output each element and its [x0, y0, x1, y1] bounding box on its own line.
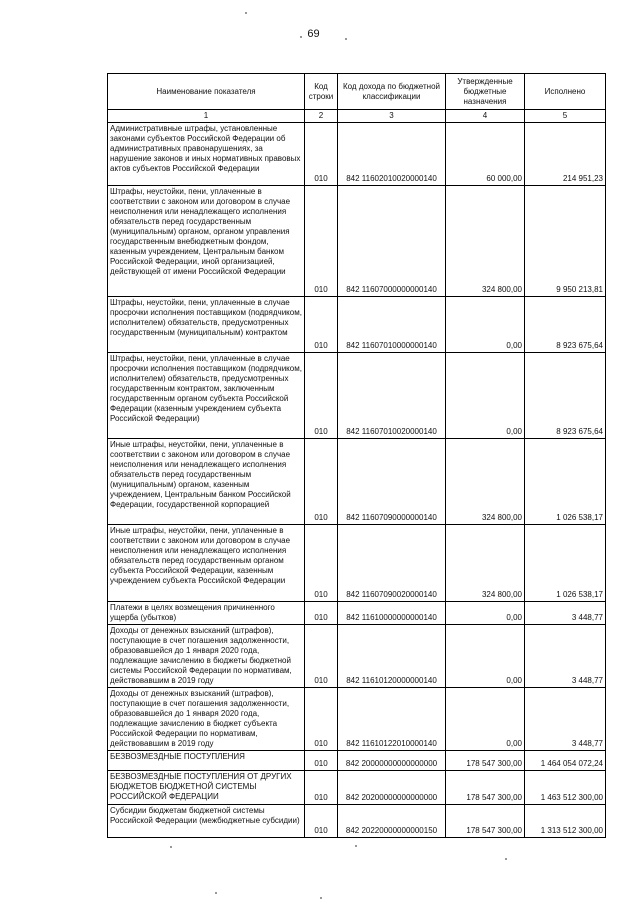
- row-approved: 324 800,00: [446, 525, 525, 602]
- row-name: Иные штрафы, неустойки, пени, уплаченные в соответствии с законом или договором в случае неисполнения или ненадлежащего исполнения обязательств перед государственным органом субъекта Российской Федерации, казенным учреждением субъекта Российской Федерации: [108, 525, 305, 602]
- row-income-code: 842 20000000000000000: [338, 751, 446, 771]
- column-number-row: [108, 110, 606, 123]
- row-executed: 1 463 512 300,00: [525, 771, 606, 805]
- row-approved: 0,00: [446, 602, 525, 625]
- header-approved: Утвержденные бюджетные назначения: [446, 74, 525, 110]
- row-approved: 60 000,00: [446, 123, 525, 186]
- row-approved: 0,00: [446, 625, 525, 688]
- row-name: Иные штрафы, неустойки, пени, уплаченные в соответствии с законом или договором в случае неисполнения или ненадлежащего исполнения обязательств перед государственным (муниципальным) органом, казенным учреждением, Центральным банком Российской Федерации, государственной корпорацией: [108, 439, 305, 525]
- row-executed: 1 026 538,17: [525, 439, 606, 525]
- row-name: Субсидии бюджетам бюджетной системы Российской Федерации (межбюджетные субсидии): [108, 805, 305, 838]
- scan-speck: [215, 892, 217, 894]
- row-line-code: 010: [305, 602, 338, 625]
- row-approved: 324 800,00: [446, 439, 525, 525]
- row-income-code: 842 11607000000000140: [338, 186, 446, 297]
- table-row: [108, 353, 606, 439]
- row-approved: 324 800,00: [446, 186, 525, 297]
- row-executed: 1 464 054 072,24: [525, 751, 606, 771]
- row-income-code: 842 11610122010000140: [338, 688, 446, 751]
- page-number: 69: [307, 28, 320, 40]
- row-income-code: 842 11610120000000140: [338, 625, 446, 688]
- row-name: Платежи в целях возмещения причиненного ущерба (убытков): [108, 602, 305, 625]
- header-line-code: Код строки: [305, 74, 338, 110]
- scan-speck: [345, 38, 347, 40]
- column-number: 1: [108, 110, 305, 123]
- row-name: Административные штрафы, установленные законами субъектов Российской Федерации об административных правонарушениях, за нарушение законов и иных нормативных правовых актов субъектов Российской Федерации: [108, 123, 305, 186]
- row-line-code: 010: [305, 353, 338, 439]
- row-approved: 178 547 300,00: [446, 771, 525, 805]
- scan-speck: [505, 858, 507, 860]
- row-approved: 0,00: [446, 353, 525, 439]
- row-line-code: 010: [305, 525, 338, 602]
- income-report-table: [107, 73, 606, 838]
- scan-speck: [300, 36, 302, 38]
- row-name: Штрафы, неустойки, пени, уплаченные в случае просрочки исполнения поставщиком (подрядчиком, исполнителем) обязательств, предусмотренных государственным контрактом, заключенным государственным органом субъекта Российской Федерации (казенным учреждением субъекта Российской Федерации): [108, 353, 305, 439]
- table-row: [108, 602, 606, 625]
- row-line-code: 010: [305, 186, 338, 297]
- column-number: 3: [338, 110, 446, 123]
- header-name: Наименование показателя: [108, 74, 305, 110]
- row-line-code: 010: [305, 625, 338, 688]
- row-executed: 8 923 675,64: [525, 353, 606, 439]
- row-approved: 0,00: [446, 297, 525, 353]
- column-number: 2: [305, 110, 338, 123]
- header-income-code: Код дохода по бюджетной классификации: [338, 74, 446, 110]
- table-row: [108, 297, 606, 353]
- row-line-code: 010: [305, 688, 338, 751]
- row-name: Штрафы, неустойки, пени, уплаченные в случае просрочки исполнения поставщиком (подрядчиком, исполнителем) обязательств, предусмотренных государственным (муниципальным) контрактом: [108, 297, 305, 353]
- table-row: [108, 625, 606, 688]
- table-row: [108, 439, 606, 525]
- row-executed: 3 448,77: [525, 688, 606, 751]
- row-approved: 0,00: [446, 688, 525, 751]
- row-income-code: 842 11607010000000140: [338, 297, 446, 353]
- table-row: [108, 805, 606, 838]
- row-income-code: 842 11607010020000140: [338, 353, 446, 439]
- row-line-code: 010: [305, 123, 338, 186]
- column-number: 5: [525, 110, 606, 123]
- scan-speck: [320, 897, 322, 899]
- table-row: [108, 186, 606, 297]
- table-row: [108, 525, 606, 602]
- row-executed: 1 313 512 300,00: [525, 805, 606, 838]
- scan-speck: [355, 845, 357, 847]
- table-row: [108, 688, 606, 751]
- table-row: [108, 123, 606, 186]
- row-name: Доходы от денежных взысканий (штрафов), поступающие в счет погашения задолженности, образовавшейся до 1 января 2020 года, подлежащие зачислению в бюджет субъекта Российской Федерации по нормативам, действовавшим в 2019 году: [108, 688, 305, 751]
- row-approved: 178 547 300,00: [446, 751, 525, 771]
- row-name: БЕЗВОЗМЕЗДНЫЕ ПОСТУПЛЕНИЯ: [108, 751, 305, 771]
- row-name: БЕЗВОЗМЕЗДНЫЕ ПОСТУПЛЕНИЯ ОТ ДРУГИХ БЮДЖЕТОВ БЮДЖЕТНОЙ СИСТЕМЫ РОССИЙСКОЙ ФЕДЕРАЦИИ: [108, 771, 305, 805]
- row-income-code: 842 20200000000000000: [338, 771, 446, 805]
- row-income-code: 842 11602010020000140: [338, 123, 446, 186]
- row-line-code: 010: [305, 751, 338, 771]
- row-income-code: 842 20220000000000150: [338, 805, 446, 838]
- column-number: 4: [446, 110, 525, 123]
- row-executed: 3 448,77: [525, 625, 606, 688]
- table-row: [108, 751, 606, 771]
- scan-speck: [170, 846, 172, 848]
- row-income-code: 842 11610000000000140: [338, 602, 446, 625]
- row-line-code: 010: [305, 771, 338, 805]
- row-name: Штрафы, неустойки, пени, уплаченные в соответствии с законом или договором в случае неисполнения или ненадлежащего исполнения обязательств перед государственным (муниципальным) органом, органом управления государственным внебюджетным фондом, казенным учреждением, Центральным банком Российской Федерации, иной организацией, действующей от имени Российской Федерации: [108, 186, 305, 297]
- row-income-code: 842 11607090000000140: [338, 439, 446, 525]
- scan-speck: [245, 12, 247, 14]
- header-executed: Исполнено: [525, 74, 606, 110]
- row-line-code: 010: [305, 439, 338, 525]
- row-income-code: 842 11607090020000140: [338, 525, 446, 602]
- row-name: Доходы от денежных взысканий (штрафов), поступающие в счет погашения задолженности, образовавшейся до 1 января 2020 года, подлежащие зачислению в бюджеты бюджетной системы Российской Федерации по нормативам, действовавшим в 2019 году: [108, 625, 305, 688]
- row-executed: 9 950 213,81: [525, 186, 606, 297]
- row-line-code: 010: [305, 297, 338, 353]
- header-row: [108, 74, 606, 110]
- row-executed: 1 026 538,17: [525, 525, 606, 602]
- row-executed: 3 448,77: [525, 602, 606, 625]
- row-approved: 178 547 300,00: [446, 805, 525, 838]
- row-executed: 214 951,23: [525, 123, 606, 186]
- row-line-code: 010: [305, 805, 338, 838]
- table-row: [108, 771, 606, 805]
- row-executed: 8 923 675,64: [525, 297, 606, 353]
